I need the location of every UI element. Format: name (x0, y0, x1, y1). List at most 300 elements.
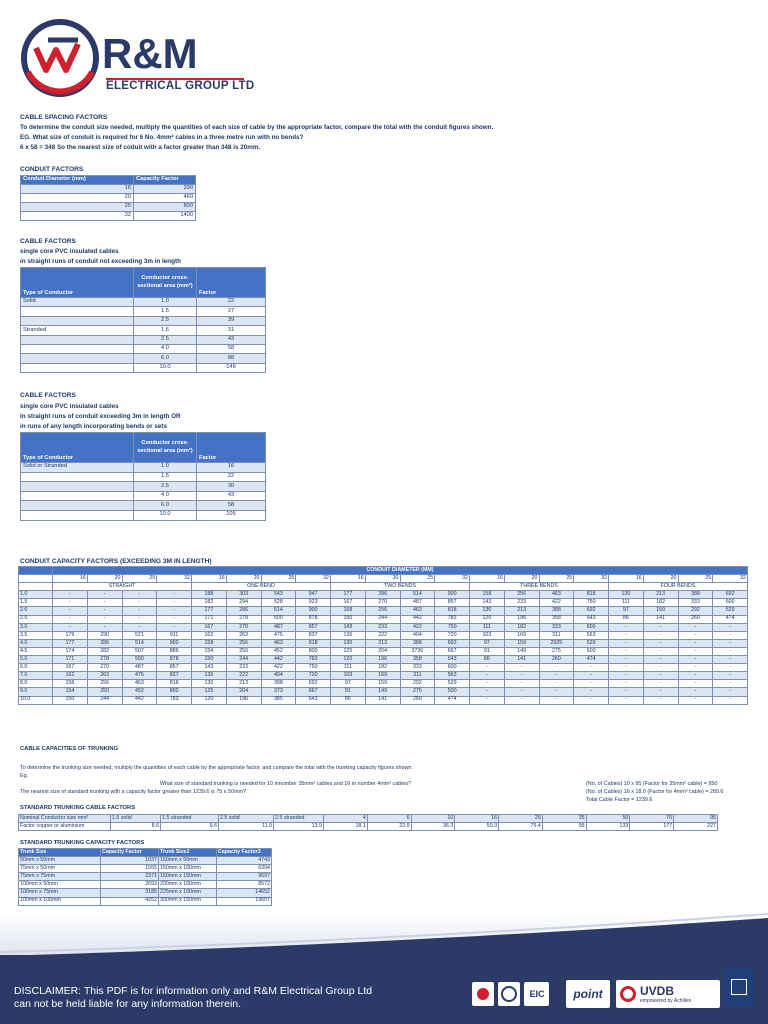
cell: 167 (192, 623, 227, 631)
cell: 3.5 (19, 631, 53, 639)
cell: 263 (87, 672, 122, 680)
cell: 95 (542, 823, 586, 831)
cell: 311 (400, 672, 435, 680)
blank-cell (19, 575, 53, 583)
cell (21, 307, 134, 316)
cell: 4252 (101, 897, 159, 905)
cell: 50 (586, 815, 630, 823)
cell: 4 (324, 815, 368, 823)
cell: 130 (192, 680, 227, 688)
cell: 158 (470, 591, 505, 599)
cable-factors-2-title: CABLE FACTORS (20, 392, 76, 399)
capacity-table (18, 566, 748, 705)
cell: - (609, 639, 644, 647)
badge-seal-icon (472, 982, 494, 1006)
table-row (19, 623, 748, 631)
cell: 6394 (217, 865, 272, 873)
cell: - (470, 696, 505, 704)
cell: 2371 (101, 873, 159, 881)
cell: 10.0 (134, 363, 197, 372)
cell: 4.0 (134, 491, 197, 501)
size-cell: 25 (122, 575, 157, 583)
cell: 373 (261, 688, 296, 696)
cell: 22.9 (367, 823, 411, 831)
cell: - (122, 599, 157, 607)
cell: Nominal Conductor size mm² (19, 815, 111, 823)
cell: 463 (261, 639, 296, 647)
group-cell: ONE BEND (192, 583, 331, 591)
cell: 500 (122, 656, 157, 664)
cell: 97 (609, 607, 644, 615)
table-row (21, 482, 266, 492)
cell: 857 (435, 599, 470, 607)
cell: - (643, 688, 678, 696)
cell: 900 (157, 639, 192, 647)
cell: - (678, 647, 713, 655)
cell: 256 (226, 639, 261, 647)
cell: - (678, 696, 713, 704)
cell: 120 (192, 696, 227, 704)
cell: 159 (365, 680, 400, 688)
cell: - (643, 656, 678, 664)
cell: 58 (197, 501, 266, 511)
cell: 474 (435, 696, 470, 704)
cell: 50.3 (455, 823, 499, 831)
cell: 404 (261, 672, 296, 680)
table-row (19, 696, 748, 704)
cell: - (470, 664, 505, 672)
table-row (19, 889, 272, 897)
cell: - (504, 688, 539, 696)
cell: 837 (157, 672, 192, 680)
conduit-factors-title: CONDUIT FACTORS (20, 166, 84, 173)
cell: 3.0 (19, 623, 53, 631)
cable-factors-2-sub1: single core PVC insulated cables (20, 403, 119, 410)
cell: 159 (643, 607, 678, 615)
cell: - (713, 672, 748, 680)
col-header: Factor (197, 433, 266, 463)
cell: 25 (21, 203, 134, 212)
cell: - (504, 696, 539, 704)
size-cell: 16 (192, 575, 227, 583)
cell: - (122, 591, 157, 599)
size-cell: 32 (157, 575, 192, 583)
cell: 442 (400, 615, 435, 623)
cell: 213 (226, 680, 261, 688)
intro-line1: To determine the conduit size needed, multiply the quantities of each size of cable by the appropriate factor, compare the total with the conduit figures shown. (20, 124, 494, 131)
cable-factors-1-sub1: single core PVC insulated cables (20, 248, 119, 255)
cell: 1.0 (134, 298, 197, 307)
cell: 1037 (101, 857, 159, 865)
cell (21, 482, 134, 492)
cell: 103 (331, 672, 366, 680)
cell: 294 (226, 599, 261, 607)
cell: - (53, 591, 88, 599)
table-row (19, 656, 748, 664)
cell: 385 (261, 696, 296, 704)
cell: 143 (470, 599, 505, 607)
cell: - (87, 607, 122, 615)
cell: 39 (197, 316, 266, 325)
cell: 100mm x 100mm (19, 897, 101, 905)
cell: 16 (455, 815, 499, 823)
cell: 225mm x 100mm (159, 889, 217, 897)
award-icon (724, 968, 754, 1006)
cell: 878 (296, 615, 331, 623)
cell: 260 (539, 656, 574, 664)
cell: - (87, 591, 122, 599)
cell: 27 (197, 307, 266, 316)
cell: 25 (499, 815, 543, 823)
cell: 143 (331, 623, 366, 631)
cell: 452 (261, 647, 296, 655)
col-header: Capacity Factor (134, 176, 196, 185)
cell: 188 (192, 591, 227, 599)
cell: 244 (226, 656, 261, 664)
cell: 167 (331, 599, 366, 607)
size-cell: 20 (365, 575, 400, 583)
intro-title: CABLE SPACING FACTORS (20, 114, 108, 121)
table-row (19, 873, 272, 881)
cell: 818 (435, 607, 470, 615)
cell: - (539, 688, 574, 696)
cell: 4743 (217, 857, 272, 865)
cell: 818 (296, 639, 331, 647)
cell: 2093 (101, 881, 159, 889)
table-row (19, 672, 748, 680)
conduit-factors-table (20, 175, 196, 221)
cell: 514 (261, 607, 296, 615)
cell: 286 (365, 591, 400, 599)
cell (21, 363, 134, 372)
cell: 643 (435, 656, 470, 664)
cell: 233 (365, 623, 400, 631)
table-row (19, 599, 748, 607)
cell: 150mm x 150mm (159, 873, 217, 881)
group-cell: FOUR BENDS (609, 583, 748, 591)
cell: 500 (574, 647, 609, 655)
cell: 10 (411, 815, 455, 823)
cell: 9.0 (19, 688, 53, 696)
col-header: Trunk Size (19, 849, 101, 857)
col-header: Factor (197, 268, 266, 298)
cell: 149 (365, 688, 400, 696)
cell: 256 (87, 680, 122, 688)
trunking-line1: To determine the trunking size needed, multiply the quantities of each cable by the appropriate factor, and compare the total with the trunking capacity figures shown. (20, 765, 413, 771)
cell: - (609, 680, 644, 688)
cell: 463 (539, 591, 574, 599)
table-row (19, 881, 272, 889)
cell: 10.0 (134, 510, 197, 520)
brand-subtitle: ELECTRICAL GROUP LTD (106, 80, 255, 92)
badge-certificate-icon (498, 982, 520, 1006)
size-cell: 32 (713, 575, 748, 583)
cell: - (713, 696, 748, 704)
cell: 1.5 stranded (161, 815, 219, 823)
cell: - (643, 672, 678, 680)
cell: 143 (192, 664, 227, 672)
cell: 303 (226, 591, 261, 599)
trunking-question: What size of standard trunking is needed for 10 innumber 35mm² cables and 16 in number 4mm² cables? (160, 781, 412, 787)
corner-cell (19, 567, 53, 575)
cell: - (53, 623, 88, 631)
cable-factors-2-sub3: in runs of any length incorporating bends or sets (20, 423, 167, 430)
table-row (21, 363, 266, 372)
cell: 692 (713, 591, 748, 599)
cell: 91 (331, 688, 366, 696)
cell: 667 (296, 688, 331, 696)
cell: 333 (678, 599, 713, 607)
cell: 2925 (539, 639, 574, 647)
cell: 204 (226, 688, 261, 696)
cell: 103 (470, 631, 505, 639)
cell: 141 (365, 696, 400, 704)
cell: - (504, 664, 539, 672)
cell: - (87, 599, 122, 607)
cell: 91 (470, 647, 505, 655)
cell: 474 (713, 615, 748, 623)
table-row (21, 203, 196, 212)
cell: 182 (365, 664, 400, 672)
cell: 275 (400, 688, 435, 696)
cell: 6.0 (134, 354, 197, 363)
cell: - (678, 656, 713, 664)
cell: 750 (296, 664, 331, 672)
cell: - (678, 680, 713, 688)
table-row (19, 664, 748, 672)
trunking-calc1: (No. of Cables) 10 x 95 (Factor for 35mm² cable) = 950 (586, 781, 718, 787)
rm-logo-mark (20, 18, 102, 100)
groups-row (19, 583, 748, 591)
capacity-title: CONDUIT CAPACITY FACTORS (EXCEEDING 3M IN LENGTH) (20, 558, 212, 565)
header-row (19, 849, 272, 857)
cell (21, 316, 134, 325)
cell: - (713, 647, 748, 655)
cell: - (87, 623, 122, 631)
cell: 442 (261, 656, 296, 664)
cell: 1.5 (134, 472, 197, 482)
cell: 100mm x 50mm (19, 881, 101, 889)
cell: - (574, 688, 609, 696)
table-row (19, 865, 272, 873)
cell: 900 (435, 591, 470, 599)
intro-line2: EG. What size of conduit is required for 6 No. 4mm² cables in a three metre run with no bends? (20, 134, 304, 141)
size-cell: 32 (574, 575, 609, 583)
size-cell: 25 (539, 575, 574, 583)
cell: 75mm x 75mm (19, 873, 101, 881)
size-cell: 16 (53, 575, 88, 583)
cell: 311 (539, 631, 574, 639)
cell: 256 (504, 591, 539, 599)
size-cell: 20 (504, 575, 539, 583)
cell: 2.5 (19, 615, 53, 623)
cell: - (609, 631, 644, 639)
cell: 889 (157, 647, 192, 655)
cell: 460 (134, 194, 196, 203)
group-cell: TWO BENDS (331, 583, 470, 591)
cell: 818 (157, 680, 192, 688)
cell: 667 (435, 647, 470, 655)
cell: 171 (192, 615, 227, 623)
cell: 692 (296, 680, 331, 688)
table-row (21, 472, 266, 482)
cell: 97 (331, 680, 366, 688)
std-cable-table (18, 814, 718, 831)
table-row (21, 510, 266, 520)
group-cell: STRAIGHT (53, 583, 192, 591)
cell: - (713, 623, 748, 631)
cell: 70 (630, 815, 674, 823)
cable-factors-1-sub2: in straight runs of conduit not exceeding 3m in length (20, 258, 181, 265)
cell: 158 (192, 639, 227, 647)
cell: 282 (87, 647, 122, 655)
cell: 150 (53, 696, 88, 704)
cell: - (504, 672, 539, 680)
col-header: Type of Conductor (21, 268, 134, 298)
cell: 333 (400, 664, 435, 672)
cell: - (713, 639, 748, 647)
cell: - (713, 680, 748, 688)
cell: 159 (504, 639, 539, 647)
cell: 179 (53, 631, 88, 639)
badge-eic: EIC (525, 982, 549, 1006)
cell: 692 (574, 607, 609, 615)
table-row (21, 463, 266, 473)
cell: 86 (470, 656, 505, 664)
cell: - (678, 631, 713, 639)
cell: 4.5 (19, 647, 53, 655)
cell: 750 (435, 623, 470, 631)
cell: - (678, 664, 713, 672)
group-cell: THREE BENDS (470, 583, 609, 591)
cell: 105 (197, 510, 266, 520)
cell: 149 (504, 647, 539, 655)
cell: 158 (53, 680, 88, 688)
cell: 222 (365, 631, 400, 639)
cell: 150mm x 50mm (159, 857, 217, 865)
cell: 260 (678, 615, 713, 623)
size-cell: 16 (331, 575, 366, 583)
cell: 358 (400, 656, 435, 664)
cell: 692 (435, 639, 470, 647)
cell: 250 (87, 688, 122, 696)
cell: - (643, 623, 678, 631)
cell: 529 (574, 639, 609, 647)
trunking-calc2: (No. of Cables) 16 x 18.0 (Factor for 4mm² cable) = 289.6 (586, 789, 724, 795)
cell: - (574, 672, 609, 680)
cell: 150 (192, 656, 227, 664)
cell: 171 (53, 656, 88, 664)
cable-factors-1-table (20, 267, 266, 373)
cell: 11.9 (219, 823, 274, 831)
cell: 204 (365, 647, 400, 655)
cell: - (609, 696, 644, 704)
cell: 2.5 solid (219, 815, 274, 823)
cell: 750 (574, 599, 609, 607)
cell: 154 (53, 688, 88, 696)
cell: 800 (134, 203, 196, 212)
cell (21, 501, 134, 511)
size-cell: 20 (87, 575, 122, 583)
cell: 146 (197, 363, 266, 372)
cell: 177 (331, 591, 366, 599)
cell: - (574, 696, 609, 704)
cell: 818 (574, 591, 609, 599)
cell: 196 (365, 656, 400, 664)
cell: 136 (331, 631, 366, 639)
cell: 43 (197, 335, 266, 344)
cable-factors-2-sub2: in straight runs of conduit exceeding 3m in length OR (20, 413, 181, 420)
table-row (19, 631, 748, 639)
cell: 783 (296, 656, 331, 664)
col-header: Conductor cross-sectional area (mm²) (134, 268, 197, 298)
cell: 404 (400, 631, 435, 639)
cell: 50mm x 50mm (19, 857, 101, 865)
cell: 563 (574, 631, 609, 639)
intro-line3: 6 x 58 = 348 So the nearest size of coduit with a factor greater than 348 is 20mm. (20, 144, 261, 151)
cell: 150 (331, 615, 366, 623)
cell: - (713, 631, 748, 639)
cell: 222 (226, 672, 261, 680)
cell: 2.5 (134, 316, 197, 325)
table-row (21, 491, 266, 501)
cell: Solid (21, 298, 134, 307)
table-row (19, 591, 748, 599)
cell: 947 (296, 591, 331, 599)
table-row (21, 307, 266, 316)
table-row (19, 607, 748, 615)
cell: 20 (21, 194, 134, 203)
cell: 6 (367, 815, 411, 823)
cell: - (713, 688, 748, 696)
table-row (21, 316, 266, 325)
cell: 270 (226, 623, 261, 631)
cell: 167 (53, 664, 88, 672)
cell: 130 (331, 639, 366, 647)
cell: 2.5 (134, 335, 197, 344)
cell: 800 (296, 647, 331, 655)
cell: - (643, 664, 678, 672)
cell: 130 (609, 591, 644, 599)
cell: - (609, 664, 644, 672)
cell: 529 (713, 607, 748, 615)
uvdb-sub: empowered by Achilles (640, 998, 692, 1004)
cell: 174 (53, 647, 88, 655)
cell: 1.5 (134, 307, 197, 316)
cell: 75.4 (499, 823, 543, 831)
cell: - (539, 672, 574, 680)
cell: - (53, 607, 88, 615)
cell: 9697 (217, 873, 272, 881)
cell: - (609, 647, 644, 655)
cell: 8.6 (111, 823, 161, 831)
std-capacity-table (18, 848, 272, 906)
cell (21, 335, 134, 344)
cell: 8572 (217, 881, 272, 889)
cell: 120 (331, 656, 366, 664)
trunking-answer: The nearest size of standard trunking with a capacity factor greater than 1239.6 is 75 x 50mm? (20, 789, 246, 795)
cell: 32 (21, 212, 134, 221)
cell: 169 (504, 631, 539, 639)
cell: 6.0 (19, 664, 53, 672)
cell: 213 (643, 591, 678, 599)
table-row (19, 615, 748, 623)
cell: 233 (226, 664, 261, 672)
cell: 95 (674, 815, 718, 823)
cell: 487 (122, 664, 157, 672)
cell: 177 (192, 607, 227, 615)
cell: - (643, 631, 678, 639)
